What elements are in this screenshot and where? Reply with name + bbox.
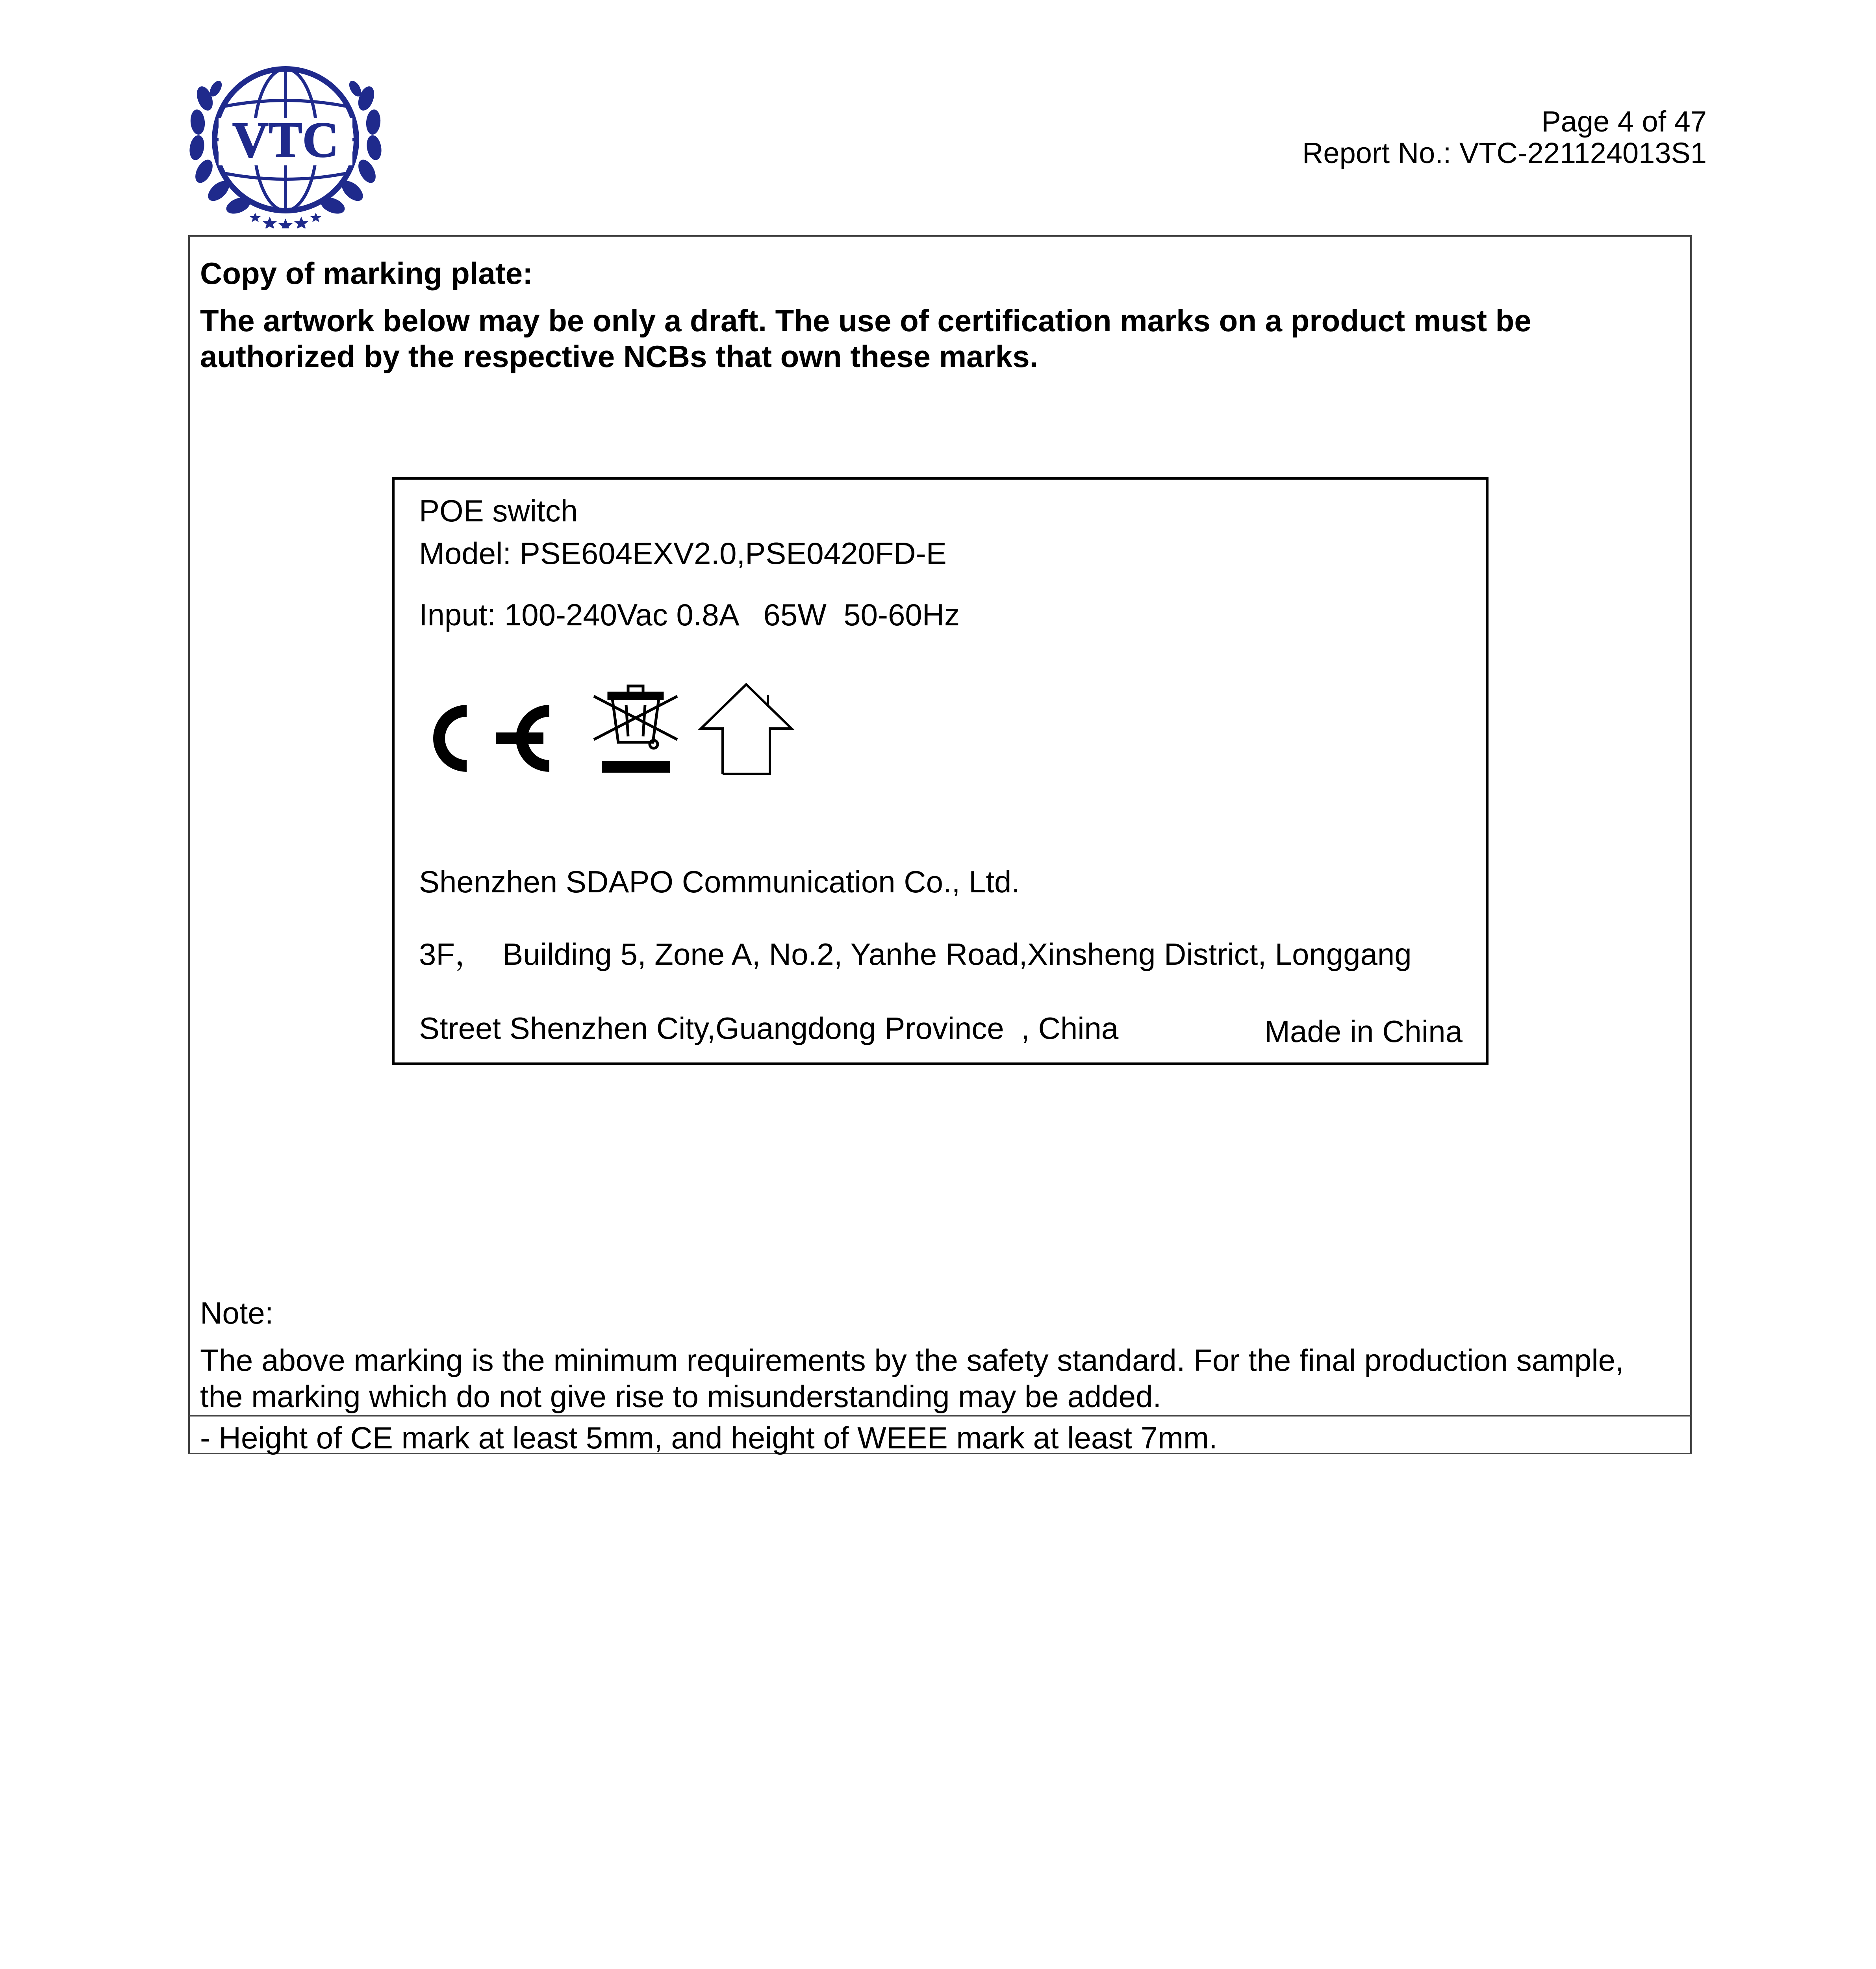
logo-text: VTC — [232, 112, 339, 168]
report-number: Report No.: VTC-221124013S1 — [1302, 137, 1707, 169]
note-line-3: - Height of CE mark at least 5mm, and height of WEEE mark at least 7mm. — [200, 1420, 1218, 1455]
vtc-logo — [181, 51, 390, 228]
note-heading: Note: — [200, 1296, 274, 1330]
disclaimer-line-1: The artwork below may be only a draft. The use of certification marks on a product must be — [200, 303, 1531, 338]
label-model: Model: PSE604EXV2.0,PSE0420FD-E — [419, 536, 947, 571]
weee-bin-icon — [594, 686, 677, 773]
indoor-use-house-icon — [701, 684, 792, 774]
note-line-1: The above marking is the minimum requirements by the safety standard. For the final production sample, — [200, 1343, 1624, 1378]
section-title: Copy of marking plate: — [200, 256, 533, 291]
label-origin: Made in China — [1264, 1014, 1463, 1049]
label-address-line-2: Street Shenzhen City,Guangdong Province , China — [419, 1011, 1119, 1046]
stars-icon — [250, 213, 321, 228]
disclaimer-line-2: authorized by the respective NCBs that own these marks. — [200, 339, 1038, 374]
note-line-2: the marking which do not give rise to misunderstanding may be added. — [200, 1379, 1162, 1414]
certification-marks — [417, 650, 843, 792]
label-input: Input: 100-240Vac 0.8A 65W 50-60Hz — [419, 597, 960, 632]
page-number: Page 4 of 47 — [1541, 105, 1707, 138]
label-product: POE switch — [419, 493, 578, 528]
ce-mark-icon — [439, 711, 549, 766]
label-address-line-1: 3F， Building 5, Zone A, No.2, Yanhe Road,Xinsheng District, Longgang — [419, 937, 1412, 972]
label-manufacturer: Shenzhen SDAPO Communication Co., Ltd. — [419, 864, 1020, 899]
note-divider — [188, 1415, 1692, 1416]
